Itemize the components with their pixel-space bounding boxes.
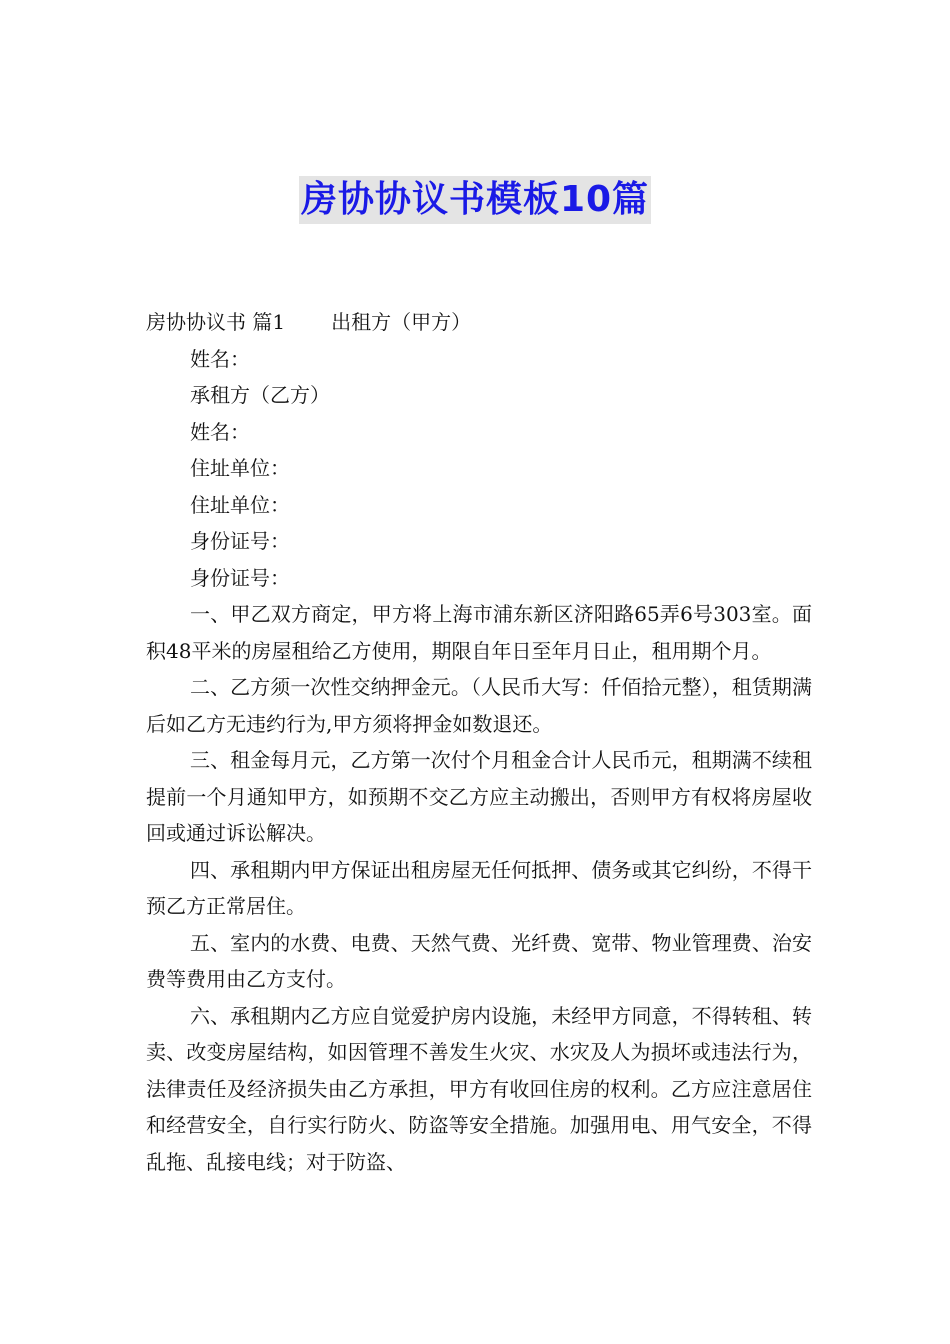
- clause-5-paragraph: 五、室内的水费、电费、天然气费、光纤费、宽带、物业管理费、治安费等费用由乙方支付。: [146, 930, 812, 991]
- document-body: [146, 304, 812, 1180]
- lessor-id-field: 身份证号：: [190, 529, 290, 553]
- lessor-address-field: 住址单位：: [190, 456, 290, 480]
- clause-3-paragraph: 三、租金每月元，乙方第一次付个月租金合计人民币元，租期满不续租提前一个月通知甲方，如预期不交乙方应主动搬出，否则甲方有权将房屋收回或通过诉讼解决。: [146, 748, 812, 845]
- title-container: [0, 176, 950, 224]
- document-title: 房协协议书模板10篇: [299, 176, 651, 224]
- lessee-name-field: 姓名：: [190, 419, 250, 444]
- clause-2-paragraph: 二、乙方须一次性交纳押金元。（人民币大写：仟佰拾元整），租赁期满后如乙方无违约行为,甲方须将押金如数退还。: [146, 675, 812, 736]
- lessor-name-field: 姓名：: [190, 346, 250, 371]
- lessee-label: 承租方（乙方）: [190, 383, 330, 407]
- lessee-address-field: 住址单位：: [190, 492, 290, 517]
- lessor-label: 出租方（甲方）: [331, 310, 472, 334]
- clause-6-paragraph: 六、承租期内乙方应自觉爱护房内设施，未经甲方同意，不得转租、转卖、改变房屋结构，如因管理不善发生火灾、水灾及人为损坏或违法行为，法律责任及经济损失由乙方承担，甲方有收回住房的权利。乙方应注意居住和经营安全，自行实行防火、防盗等安全措施。加强用电、用气安全，不得乱拖、乱接电线；对于防盗、: [146, 1003, 812, 1174]
- clause-4-paragraph: 四、承租期内甲方保证出租房屋无任何抵押、债务或其它纠纷，不得干预乙方正常居住。: [146, 857, 812, 918]
- section-label: 房协协议书 篇1: [146, 310, 286, 334]
- clause-1-paragraph: 一、甲乙双方商定，甲方将上海市浦东新区济阳路65弄6号303室。面积48平米的房屋租给乙方使用，期限自年日至年月日止，租用期个月。: [146, 602, 812, 663]
- section-heading-line: [146, 304, 812, 341]
- lessee-id-field: 身份证号：: [190, 565, 290, 590]
